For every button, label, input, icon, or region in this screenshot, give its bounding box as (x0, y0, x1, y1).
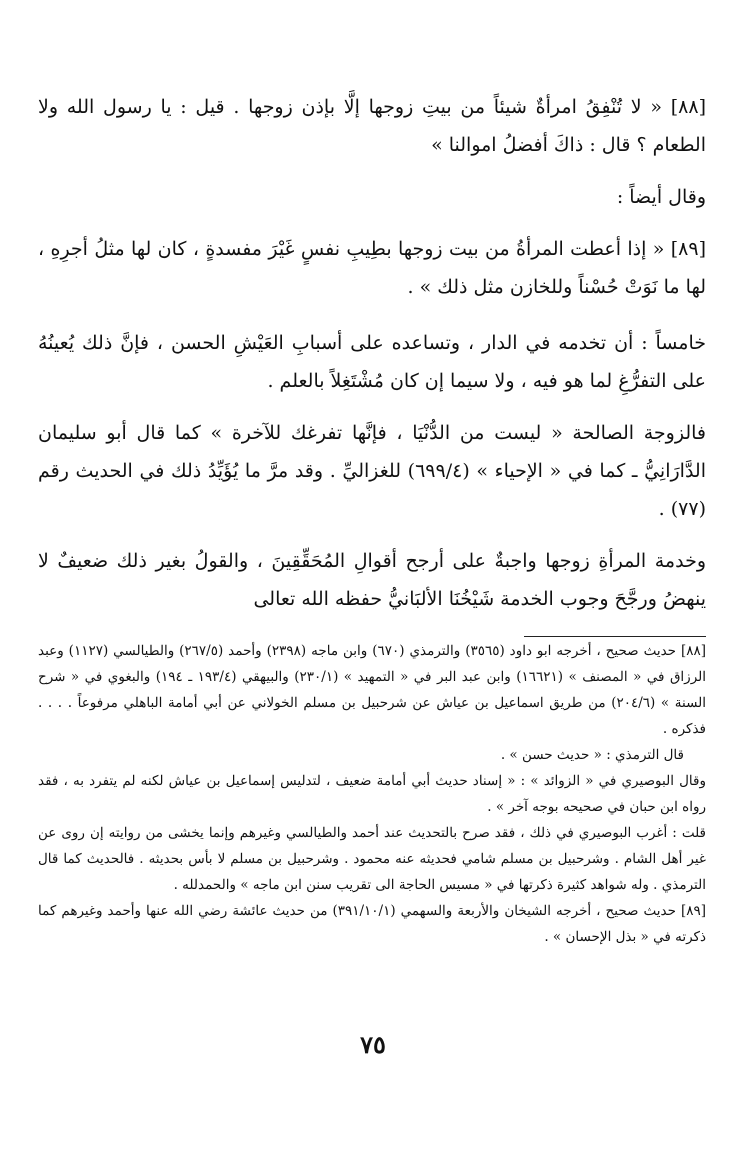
hadith-88-paragraph: [٨٨] « لا تُنْفِقُ امرأةٌ شيئاً من بيتِ زوجها إلَّا بإذن زوجها . قيل : يا رسول الله ولا الطعام ؟ قال : ذاكَ أفضلُ اموالنا » (38, 96, 706, 156)
footnote-busiri-note: وقال البوصيري في « الزوائد » : « إسناد حديث أبي أمامة ضعيف ، لتدليس إسماعيل بن عياش لكنه لم يتفرد به ، فقد رواه ابن حبان في صحيحه بوجه آخر » . (38, 773, 706, 815)
footnote-89: [٨٩] حديث صحيح ، أخرجه الشيخان والأربعة والسهمي (٣٩١/١٠/١) من حديث عائشة رضي الله عنها وأحمد وغيرهم كما ذكرته في « بذل الإحسان » . (38, 903, 707, 945)
page-number: ٧٥ (360, 1030, 386, 1059)
main-text (38, 88, 706, 618)
hadith-89-paragraph: [٨٩] « إذا أعطت المرأةُ من بيت زوجها بطِيبِ نفسٍ غَيْرَ مفسدةٍ ، كان لها مثلُ أجرِهِ ، لها ما نَوَتْ حُسْناً وللخازن مثل ذلك » . (38, 238, 706, 298)
footnote-tirmidhi-note: قال الترمذي : « حديث حسن » . (500, 747, 684, 763)
righteous-wife-paragraph: فالزوجة الصالحة « ليست من الدُّنْيَا ، فإنَّها تفرغك للآخرة » كما قال أبو سليمان الدَّارَانِيُّ ـ كما في « الإحياء » (٦٩٩/٤) للغزاليِّ . وقد مرَّ ما يُؤَيِّدُ ذلك في الحديث رقم (٧٧) . (38, 422, 706, 520)
footnote-author-comment: قلت : أغرب البوصيري في ذلك ، فقد صرح بالتحديث عند أحمد والطيالسي وغيرهم وإنما يخشى من روايته إن روى عن غير أهل الشام . وشرحبيل بن مسلم شامي فحديثه عنه محمود . وشرحبيل بن مسلم لا بأس بحديثه . فالحديث كما قال الترمذي . وله شواهد كثيرة ذكرتها في « مسيس الحاجة الى تقريب سنن ابن ماجه » والحمدلله . (38, 825, 706, 893)
footnote-divider (524, 636, 706, 637)
footnote-88: [٨٨] حديث صحيح ، أخرجه ابو داود (٣٥٦٥) والترمذي (٦٧٠) وابن ماجه (٢٣٩٨) وأحمد (٢٦٧/٥) والطيالسي (١١٢٧) وعبد الرزاق في « المصنف » (١٦٦٢١) وابن عبد البر في « التمهيد » (٢٣٠/١) والبيهقي (١٩٣/٤ ـ ١٩٤) والبغوي في « شرح السنة » (٢٠٤/٦) من طريق اسماعيل بن عياش عن شرحبيل بن مسلم الخولاني عن أبي أمامة الباهلي مرفوعاً . . . . فذكره . (38, 643, 707, 737)
footnotes-section (38, 638, 706, 950)
intro-line: وقال أيضاً : (616, 186, 706, 208)
fifth-point-paragraph: خامساً : أن تخدمه في الدار ، وتساعده على أسبابِ العَيْشِ الحسن ، فإنَّ ذلك يُعينُهُ على التفرُّغِ لما هو فيه ، ولا سيما إن كان مُشْتَغِلاً بالعلم . (38, 332, 706, 392)
service-obligation-paragraph: وخدمة المرأةِ زوجها واجبةٌ على أرجح أقوالِ المُحَقِّقِينَ ، والقولُ بغير ذلك ضعيفٌ لا ينهضُ ورجَّحَ وجوب الخدمة شَيْخُنَا الألبَانيُّ حفظه الله تعالى (38, 550, 706, 610)
